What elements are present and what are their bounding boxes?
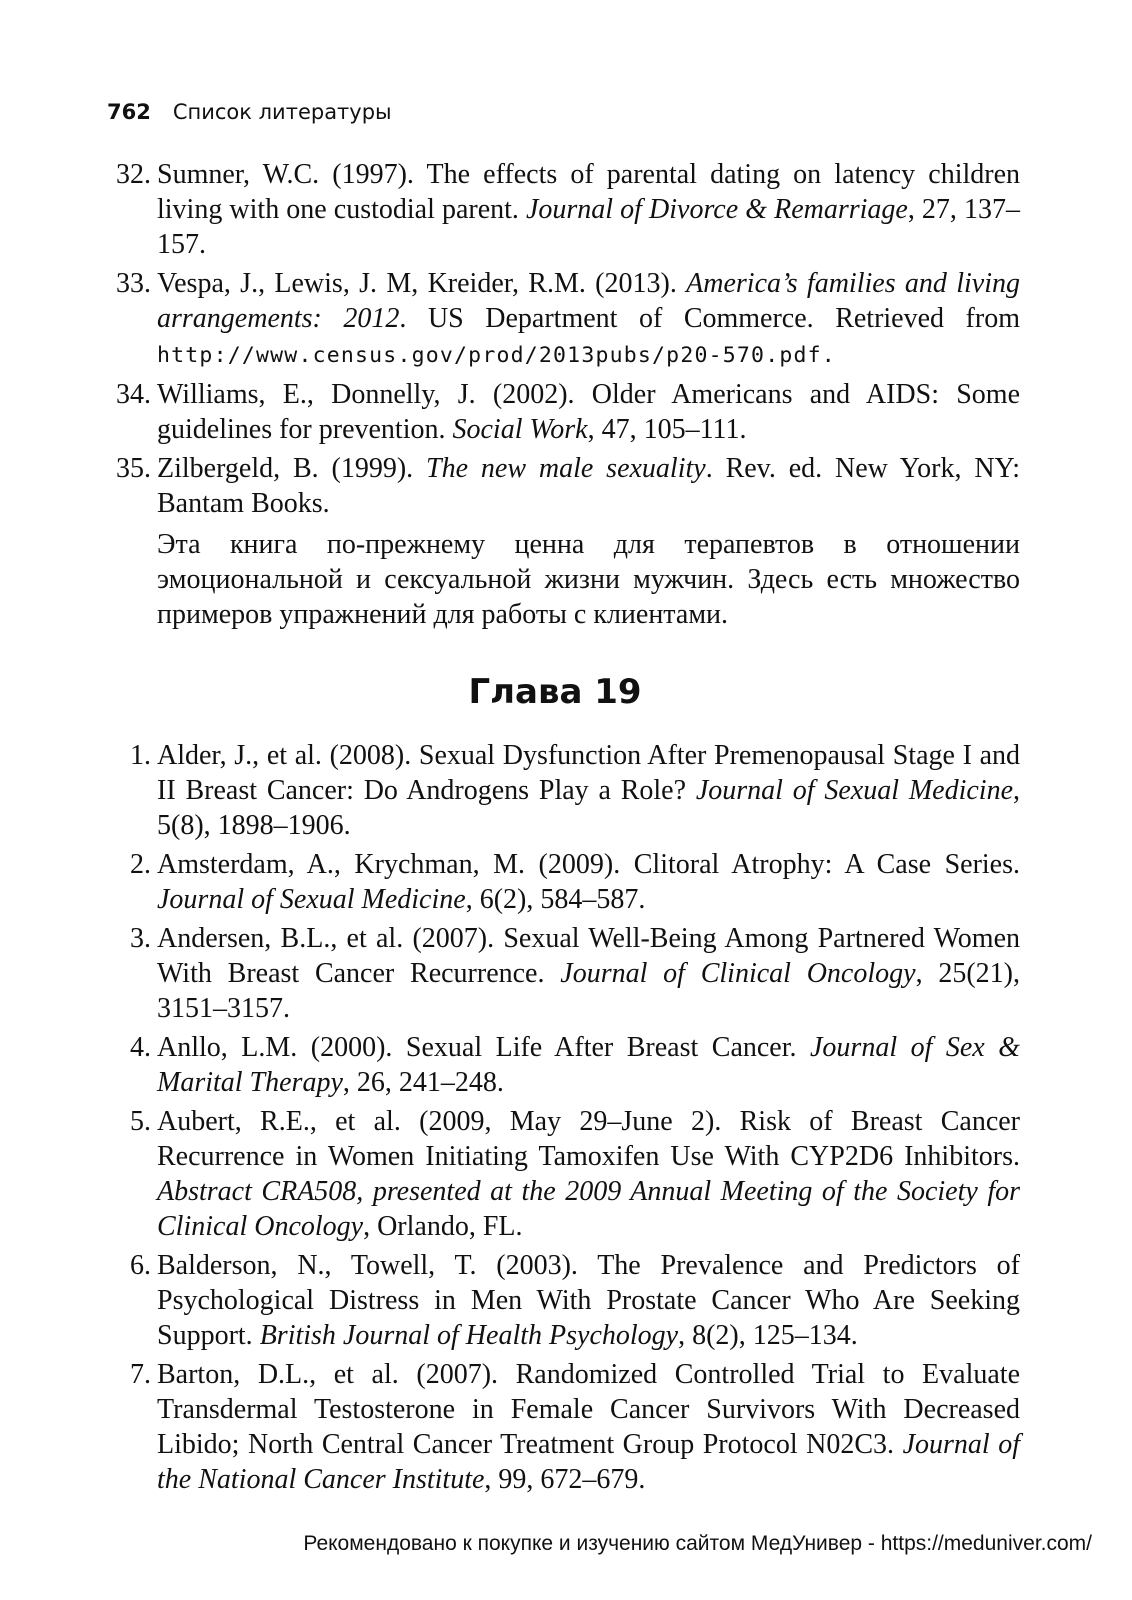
reference-source-title: Journal of the National Cancer Institute bbox=[157, 1429, 1020, 1495]
reference-number: 4. bbox=[130, 1032, 151, 1063]
reference-text-tail: , 27, 137–157. bbox=[157, 194, 1021, 260]
reference-text: Alder, J., et al. (2008). Sexual Dysfunction After Premenopausal Stage I and II Breast Cancer: Do Androgens Play a Role? bbox=[157, 740, 1020, 806]
reference-item bbox=[105, 451, 1020, 632]
reference-number: 33. bbox=[116, 268, 151, 299]
reference-number: 2. bbox=[130, 849, 151, 880]
reference-source-title: British Journal of Health Psychology bbox=[259, 1320, 679, 1351]
reference-source-title: The new male sexuality bbox=[426, 453, 706, 484]
reference-list-chapter-19 bbox=[105, 738, 1020, 1501]
reference-item bbox=[105, 847, 1020, 917]
reference-item bbox=[105, 1104, 1020, 1244]
reference-text-tail: , 6(2), 584–587. bbox=[465, 884, 646, 915]
reference-number: 34. bbox=[116, 379, 151, 410]
reference-number: 3. bbox=[130, 923, 151, 954]
footer-watermark-text: Рекомендовано к покупке и изучению сайтом МедУнивер - https://meduniver.com/ bbox=[303, 1532, 1092, 1555]
reference-item bbox=[105, 1357, 1020, 1497]
reference-text: Zilbergeld, B. (1999). bbox=[157, 453, 427, 484]
reference-number: 32. bbox=[116, 159, 151, 190]
reference-source-title: Journal of Sexual Medicine bbox=[695, 775, 1013, 806]
reference-list-previous-chapter bbox=[105, 157, 1020, 636]
reference-source-title: Journal of Sexual Medicine bbox=[157, 884, 466, 915]
reference-number: 7. bbox=[130, 1359, 151, 1390]
reference-item bbox=[105, 738, 1020, 843]
reference-text: Anllo, L.M. (2000). Sexual Life After Breast Cancer. bbox=[157, 1032, 810, 1063]
reference-text: Sumner, W.C. (1997). The effects of parental dating on latency children living with one custodial parent. bbox=[157, 159, 1020, 225]
reference-text-tail: , 5(8), 1898–1906. bbox=[157, 775, 1020, 841]
reference-item bbox=[105, 1248, 1020, 1353]
reference-number: 35. bbox=[116, 453, 151, 484]
reference-text-tail: . US Department of Commerce. Retrieved from bbox=[399, 303, 1020, 334]
reference-text-tail: , Orlando, FL. bbox=[363, 1211, 523, 1242]
page-number: 762 bbox=[107, 100, 151, 124]
reference-item bbox=[105, 377, 1020, 447]
reference-item bbox=[105, 1030, 1020, 1100]
reference-source-title: Journal of Clinical Oncology bbox=[560, 958, 916, 989]
reference-source-title: Social Work bbox=[452, 414, 588, 445]
reference-text: Williams, E., Donnelly, J. (2002). Older Americans and AIDS: Some guidelines for prevention. bbox=[157, 379, 1020, 445]
reference-text: Amsterdam, A., Krychman, M. (2009). Clitoral Atrophy: A Case Series. bbox=[157, 849, 1020, 880]
reference-url: http://www.census.gov/prod/2013pubs/p20-570.pdf. bbox=[157, 343, 836, 368]
reference-item bbox=[105, 266, 1020, 373]
reference-text: Vespa, J., Lewis, J. M, Kreider, R.M. (2013). bbox=[157, 268, 687, 299]
reference-source-title: Journal of Sex & Marital Therapy bbox=[157, 1032, 1020, 1098]
running-title: Список литературы bbox=[172, 100, 392, 124]
reference-text-tail: , 26, 241–248. bbox=[342, 1067, 504, 1098]
reference-text-tail: , 47, 105–111. bbox=[587, 414, 747, 445]
reference-source-title: Journal of Divorce & Remarriage bbox=[525, 194, 908, 225]
reference-annotation: Эта книга по-прежнему ценна для терапевтов в отношении эмоциональной и сексуальной жизни мужчин. Здесь есть множество примеров упражнений для работы с клиентами. bbox=[157, 529, 1020, 630]
reference-text: Aubert, R.E., et al. (2009, May 29–June 2). Risk of Breast Cancer Recurrence in Women Initiating Tamoxifen Use With CYP2D6 Inhibitors. bbox=[157, 1106, 1020, 1172]
reference-source-title: Abstract CRA508, presented at the 2009 Annual Meeting of the Society for Clinical Oncology bbox=[157, 1176, 1020, 1242]
reference-source-title: America’s families and living arrangements: 2012 bbox=[157, 268, 1020, 334]
reference-number: 5. bbox=[130, 1106, 151, 1137]
reference-item bbox=[105, 921, 1020, 1026]
reference-text: Balderson, N., Towell, T. (2003). The Prevalence and Predictors of Psychological Distress in Men With Prostate Cancer Who Are Seeking Support. bbox=[157, 1250, 1020, 1351]
reference-number: 6. bbox=[130, 1250, 151, 1281]
reference-number: 1. bbox=[130, 740, 151, 771]
reference-text: Andersen, B.L., et al. (2007). Sexual Well-Being Among Partnered Women With Breast Cancer Recurrence. bbox=[157, 923, 1020, 989]
reference-text-tail: . Rev. ed. New York, NY: Bantam Books. bbox=[157, 453, 1020, 519]
chapter-heading: Глава 19 bbox=[468, 672, 642, 712]
reference-text-tail: , 25(21), 3151–3157. bbox=[157, 958, 1020, 1024]
reference-text: Barton, D.L., et al. (2007). Randomized Controlled Trial to Evaluate Transdermal Testosterone in Female Cancer Survivors With Decreased Libido; North Central Cancer Treatment Group Protocol N02C3. bbox=[157, 1359, 1020, 1460]
reference-text-tail: , 8(2), 125–134. bbox=[678, 1320, 858, 1351]
running-header bbox=[107, 100, 392, 124]
reference-item bbox=[105, 157, 1020, 262]
reference-text-tail: , 99, 672–679. bbox=[484, 1464, 646, 1495]
